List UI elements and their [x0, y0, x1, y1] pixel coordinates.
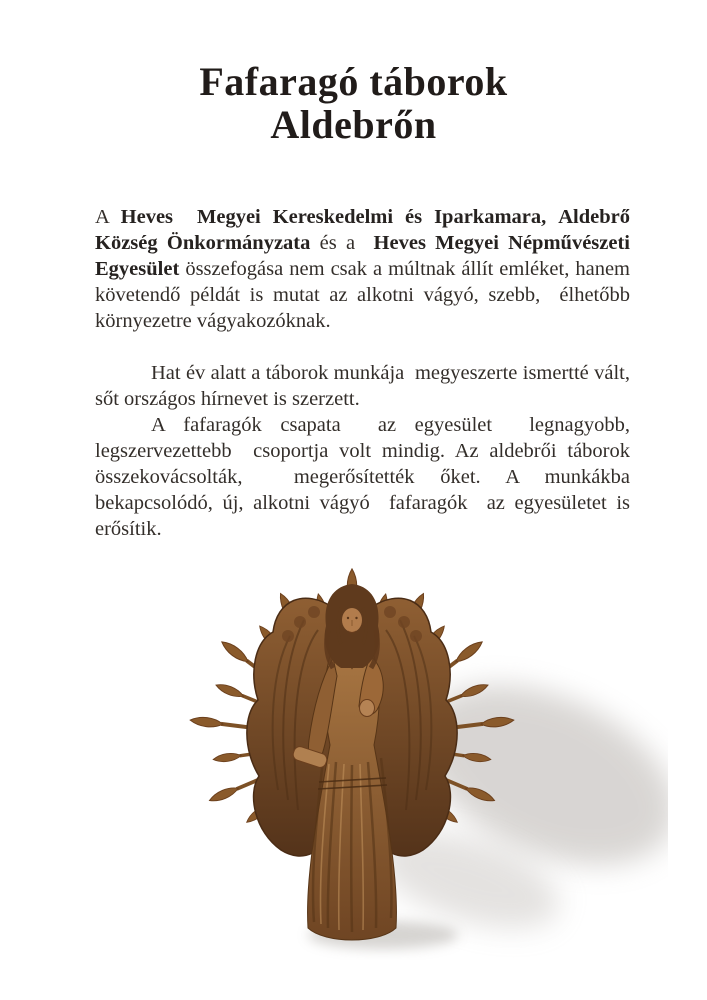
paragraph-organizations: A Heves Megyei Kereskedelmi és Iparkamara, Aldebrő Község Önkormányzata és a Heves Megyei Népművészeti Egyesület összefogása nem csak a múltnak állít emléket, hanem követendő példát is mutat az alkotni vágyó, szebb, élhetőbb környezetre vágyakozóknak.	[95, 206, 630, 332]
paragraph-camps-fame: Hat év alatt a táborok munkája megyeszerte ismertté vált, sőt országos hírnevet is szerzett.	[95, 362, 630, 410]
paragraph-woodcarvers: A fafaragók csapata az egyesület legnagyobb, legszervezettebb csoportja volt mindig. Az aldebrői táborok összekovácsolták, megerősítették őket. A munkákba bekapcsolódó, új, alkotni vágyó fafaragók az egyesületet is erősítik.	[95, 414, 630, 540]
article-text	[95, 204, 630, 542]
title-line-1: Fafaragó táborok	[199, 59, 508, 104]
statue-photo	[168, 550, 668, 960]
title-line-2: Aldebrőn	[270, 102, 437, 147]
page-title	[0, 60, 707, 146]
